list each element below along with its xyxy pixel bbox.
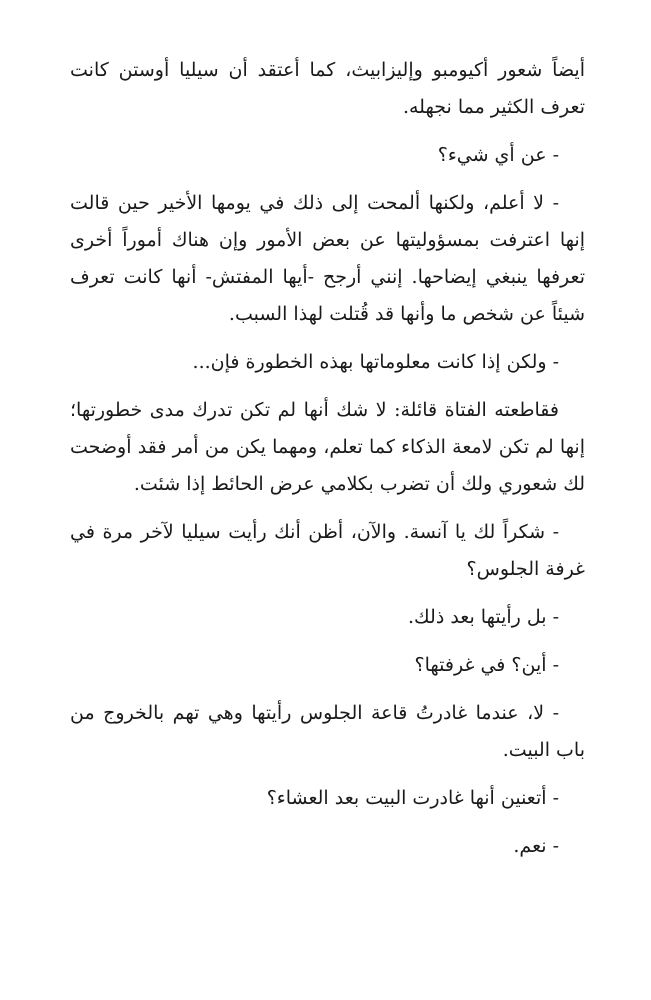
dialogue-line: - لا أعلم، ولكنها ألمحت إلى ذلك في يومها الأخير حين قالت إنها اعترفت بمسؤوليتها عن بعض الأمور وإن هناك أموراً أخرى تعرفها ينبغي إيضاحها. إنني أرجح -أيها المفتش- أنها كانت تعرف شيئاً عن شخص ما وأنها قد قُتلت لهذا السبب. bbox=[70, 192, 585, 325]
dialogue-line: - أين؟ في غرفتها؟ bbox=[414, 654, 559, 676]
dialogue-line: - أتعنين أنها غادرت البيت بعد العشاء؟ bbox=[266, 787, 559, 809]
dialogue-line: - نعم. bbox=[513, 835, 559, 857]
dialogue-line: - عن أي شيء؟ bbox=[437, 144, 559, 166]
dialogue-line: - شكراً لك يا آنسة. والآن، أظن أنك رأيت سيليا لآخر مرة في غرفة الجلوس؟ bbox=[70, 521, 585, 580]
dialogue-line: - بل رأيتها بعد ذلك. bbox=[407, 606, 559, 628]
dialogue-line: - لا، عندما غادرتُ قاعة الجلوس رأيتها وهي تهم بالخروج من باب البيت. bbox=[70, 702, 585, 761]
paragraph-continuation: أيضاً شعور أكيومبو وإليزابيث، كما أعتقد أن سيليا أوستن كانت تعرف الكثير مما نجهله. bbox=[70, 59, 585, 118]
dialogue-line: - ولكن إذا كانت معلوماتها بهذه الخطورة فإن... bbox=[192, 351, 559, 373]
narration-paragraph: فقاطعته الفتاة قائلة: لا شك أنها لم تكن تدرك مدى خطورتها؛ إنها لم تكن لامعة الذكاء كما تعلم، ومهما يكن من أمر فقد أوضحت لك شعوري ولك أن تضرب بكلامي عرض الحائط إذا شئت. bbox=[70, 399, 585, 495]
